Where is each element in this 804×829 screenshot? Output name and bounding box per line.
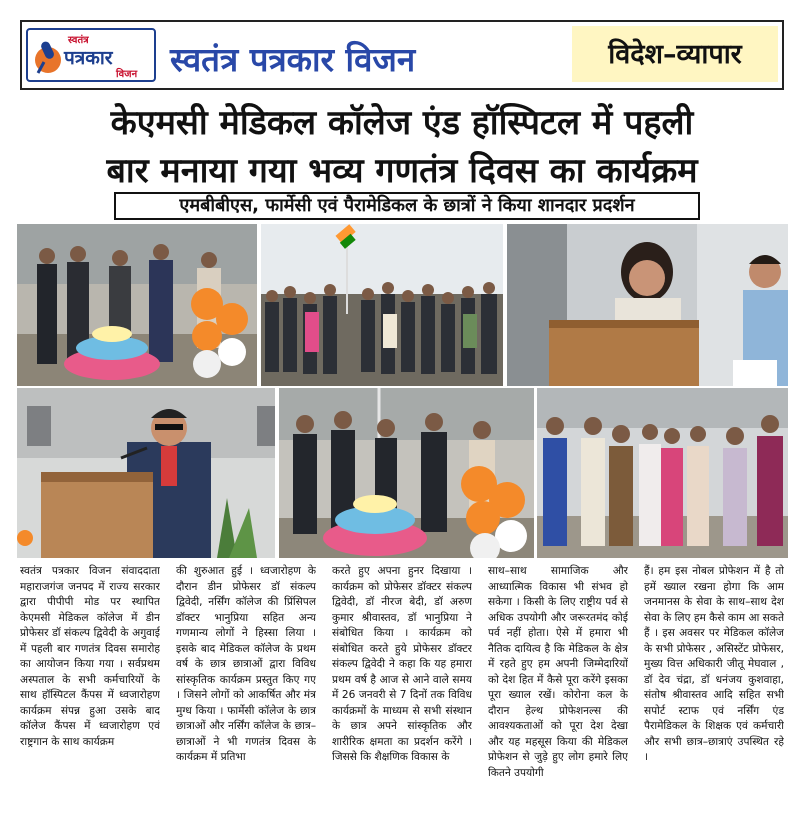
- cake-group-photo: [279, 388, 534, 558]
- article-column-2-text: की शुरुआत हुई । ध्वजारोहण के दौरान डीन प्रोफेसर डॉ संकल्प द्विवेदी, नर्सिंग कॉलेज की प्रिंसिपल डॉक्टर भानुप्रिया सहित अन्य गणमान्य लोगों ने हिस्सा लिया । इसके बाद मेडिकल कॉलेज के प्रथम वर्ष के छात्र छात्राओं द्वारा विविध सांस्कृतिक कार्यक्रम प्रस्तुत किए गए । जिसने लोगों को आकर्षित और मंत्र मुग्ध किया । फार्मेसी कॉलेज के छात्र छात्राओं और नर्सिंग कॉलेज के छात्र–छात्राओं ने भी गणतंत्र दिवस के कार्यक्रम में प्रतिभा: [176, 565, 316, 763]
- flag-hoisting-crowd-photo: [261, 224, 503, 386]
- newspaper-logo[interactable]: [26, 28, 156, 82]
- headline-line-2: बार मनाया गया भव्य गणतंत्र दिवस का कार्यक्रम: [106, 151, 698, 191]
- publication-title: स्वतंत्र पत्रकार विजन: [170, 40, 416, 79]
- article-column-5-text: हैं। हम इस नोबल प्रोफेशन में है तो हमें ख्याल रखना होगा कि आम जनमानस के सेवा के साथ–साथ देश सेवा के लिए हम कैसे काम आ सकते हैं । इस अवसर पर मेडिकल कॉलेज के सभी प्रोफेसर , असिस्टेंट प्रोफेसर, मुख्य वित्त अधिकारी जीतू मेघवाल , डॉ देव चंद्रा, डॉ धनंजय कुशवाहा, संतोष श्रीवास्तव आदि सहित सभी सपोर्ट स्टाफ एवं नर्सिंग एंड पैरामेडिकल के शिक्षक एवं कर्मचारी और सभी छात्र–छात्राएं उपस्थित रहे ।: [644, 565, 784, 763]
- students-group-photo: [537, 388, 788, 558]
- student-speaker-podium-photo: [507, 224, 788, 386]
- article-column-1-text: स्वतंत्र पत्रकार विजन संवाददाता महाराजगंज जनपद में राज्य सरकार द्वारा पीपीपी मोड पर स्थापित केएमसी मेडिकल कॉलेज में डीन प्रोफेसर डॉ संकल्प द्विवेदी के अगुवाई में पहली बार गणतंत्र दिवस समारोह का आयोजन किया गया । सर्वप्रथम अस्पताल के सभी कर्मचारियों के साथ हॉस्पिटल कैंपस में ध्वजारोहण कार्यक्रम संपन्न हुआ उसके बाद कॉलेज कैंपस में ध्वजारोहण एवं राष्ट्रगान के साथ कार्यक्रम: [20, 565, 160, 748]
- section-label: [572, 26, 778, 82]
- logo-word-3: विजन: [116, 69, 138, 80]
- article-column-3-text: करते हुए अपना हुनर दिखाया । कार्यक्रम को प्रोफेसर डॉक्टर संकल्प द्विवेदी, डॉ नीरज बेदी, डॉ अरुण कुमार श्रीवास्तव, डॉ भानुप्रिया ने संबोधित किया । कार्यक्रम को संबोधित करते हुये प्रोफेसर डॉक्टर संकल्प द्विवेदी ने कहा कि यह हमारा प्रथम वर्ष है आज से आने वाले समय में 26 जनवरी से 7 दिनों तक विविध कार्यक्रमों के माध्यम से सभी संस्थान के छात्र अपने सांस्कृतिक और शारीरिक क्षमता का प्रदर्शन करेंगे । जिससे कि शैक्षणिक विकास के: [332, 565, 472, 763]
- article-column-1: [20, 564, 160, 826]
- article-body: [20, 564, 788, 826]
- chief-guest-speech-photo: [17, 388, 275, 558]
- logo-word-2: पत्रकार: [64, 47, 113, 69]
- masthead: [20, 20, 784, 90]
- section-label-text: विदेश–व्यापार: [608, 39, 742, 70]
- article-column-2: [176, 564, 316, 826]
- article-column-4: [488, 564, 628, 826]
- microphone-icon: [34, 38, 62, 76]
- subheadline: एमबीबीएस, फार्मेसी एवं पैरामेडिकल के छात्रों ने किया शानदार प्रदर्शन: [114, 192, 700, 220]
- article-column-5: [644, 564, 784, 826]
- dignitaries-beside-cake-photo: [17, 224, 257, 386]
- headline-line-1: केएमसी मेडिकल कॉलेज एंड हॉस्पिटल में पहली: [110, 103, 694, 143]
- logo-word-1: स्वतंत्र: [68, 35, 89, 46]
- article-column-3: [332, 564, 472, 826]
- article-column-4-text: साथ–साथ सामाजिक और आध्यात्मिक विकास भी संभव हो सकेगा । किसी के लिए राष्ट्रीय पर्व से अधिक उपयोगी और जरूरतमंद कोई पर्व नहीं होता। ऐसे में हमारा भी नैतिक दायित्व है कि मेडिकल के क्षेत्र में रहते हुए हम अपनी जिम्मेदारियों को देश हित में कैसे पूरा करेंगे इसका पूरा ख्याल रखें। कोरोना कल के दौरान हेल्थ प्रोफेशनल्स की आवश्यकताओं को पूरा देश देखा और यह महसूस किया की मेडिकल प्रोफेशन से जुड़े हुए लोग हमारे लिए कितने उपयोगी: [488, 565, 628, 779]
